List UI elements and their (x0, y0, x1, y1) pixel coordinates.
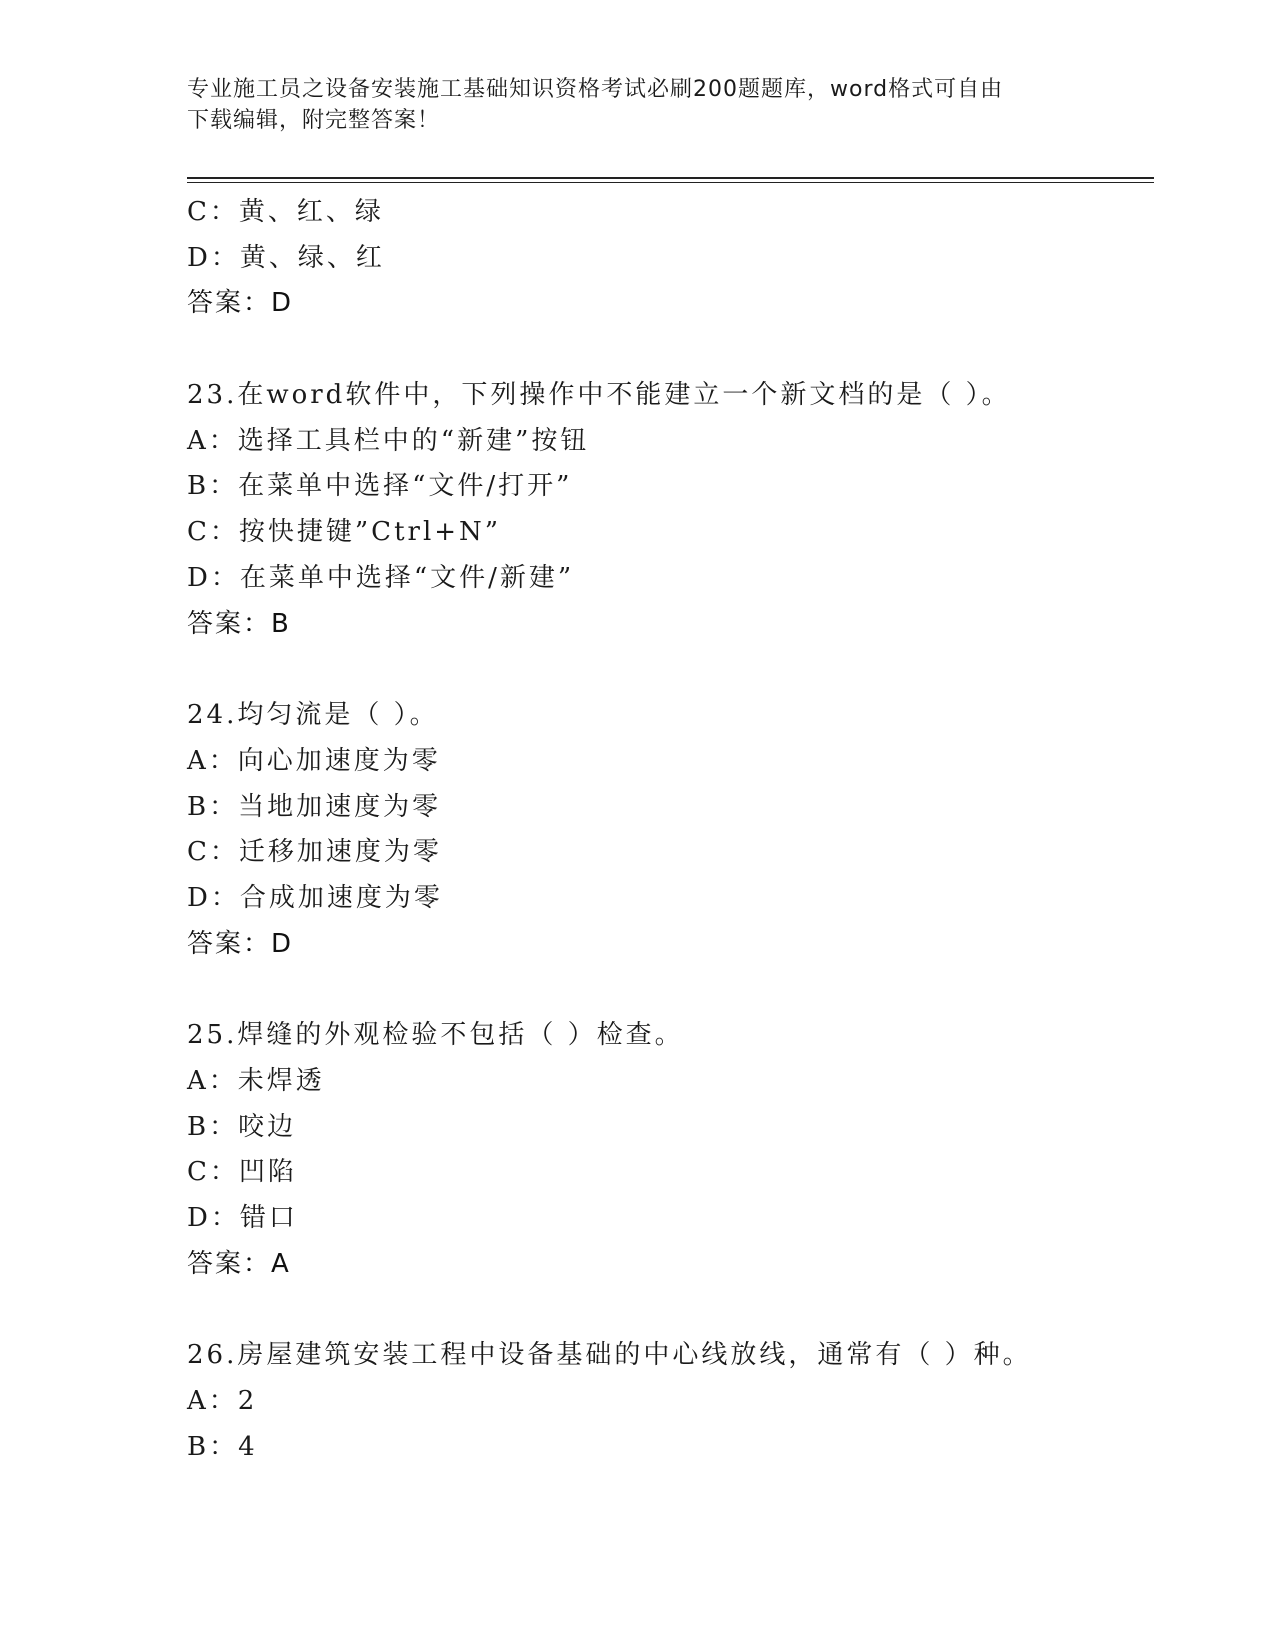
spacer (187, 967, 1147, 1013)
option-d: D：在菜单中选择“文件/新建” (187, 562, 575, 593)
question-block-25 (187, 1013, 1147, 1287)
option-a: A：选择工具栏中的“新建”按钮 (187, 425, 590, 456)
option-b: B：当地加速度为零 (187, 791, 442, 822)
option-a: A：2 (187, 1386, 258, 1417)
question-list (187, 190, 1147, 1471)
answer-line: 答案：B (187, 608, 291, 639)
question-text: 25.焊缝的外观检验不包括（ ）检查。 (187, 1020, 684, 1051)
header-divider-thick (187, 177, 1154, 179)
option-c: C：凹陷 (187, 1157, 297, 1188)
option-c: C：黄、红、绿 (187, 197, 384, 227)
option-c: C：按快捷键”Ctrl+N” (187, 517, 502, 548)
spacer (187, 1287, 1147, 1333)
header-title-line-2: 下载编辑，附完整答案！ (187, 108, 441, 133)
spacer (187, 647, 1147, 693)
answer-line: 答案：D (187, 928, 294, 959)
option-a: A：向心加速度为零 (187, 745, 441, 776)
document-header (187, 74, 1087, 136)
question-text: 23.在word软件中，下列操作中不能建立一个新文档的是（ ）。 (187, 380, 1011, 411)
option-b: B：在菜单中选择“文件/打开” (187, 471, 573, 502)
option-a: A：未焊透 (187, 1066, 325, 1096)
option-d: D：合成加速度为零 (187, 882, 443, 913)
question-block-24 (187, 693, 1147, 967)
option-b: B：咬边 (187, 1111, 297, 1142)
question-block-23 (187, 373, 1147, 647)
header-title-line-1: 专业施工员之设备安装施工基础知识资格考试必刷200题题库，word格式可自由 (187, 77, 1004, 102)
spacer (187, 327, 1147, 373)
option-c: C：迁移加速度为零 (187, 837, 442, 868)
answer-line: 答案：D (187, 288, 294, 319)
question-text: 24.均匀流是（ ）。 (187, 700, 439, 731)
question-block-26 (187, 1333, 1147, 1470)
question-block-continued (187, 190, 1147, 327)
option-b: B：4 (187, 1431, 258, 1462)
header-divider-thin (187, 182, 1154, 183)
option-d: D：黄、绿、红 (187, 242, 385, 273)
option-d: D：错口 (187, 1203, 298, 1234)
answer-line: 答案：A (187, 1248, 291, 1279)
question-text: 26.房屋建筑安装工程中设备基础的中心线放线，通常有（ ）种。 (187, 1340, 1032, 1371)
